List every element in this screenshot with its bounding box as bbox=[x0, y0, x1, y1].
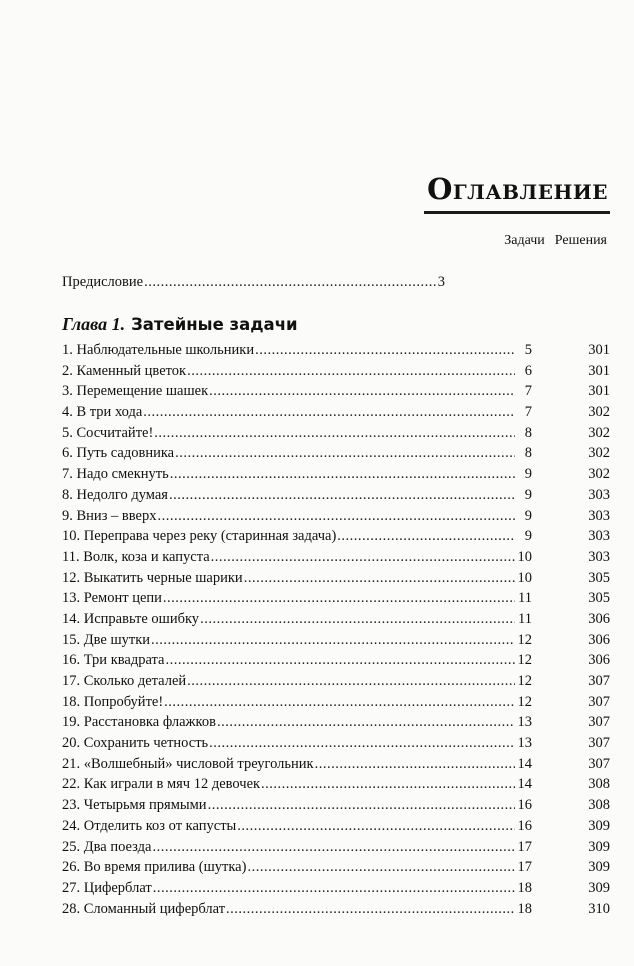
dot-leader bbox=[209, 735, 515, 752]
toc-entry bbox=[62, 735, 610, 756]
toc-entry bbox=[62, 363, 610, 384]
task-page-number: 6 bbox=[524, 362, 532, 379]
toc-entry bbox=[62, 425, 610, 446]
task-page-number: 12 bbox=[517, 693, 532, 710]
toc-entry-title: 18. Попробуйте! bbox=[62, 693, 164, 710]
toc-entry bbox=[62, 756, 610, 777]
title-underline bbox=[424, 211, 610, 214]
toc-entry bbox=[62, 632, 610, 653]
task-page-number: 18 bbox=[517, 900, 532, 917]
task-page-number: 14 bbox=[517, 776, 532, 793]
toc-entry bbox=[62, 590, 610, 611]
dot-leader bbox=[175, 445, 515, 462]
toc-entry-main bbox=[62, 363, 532, 380]
task-page-number: 16 bbox=[517, 797, 532, 814]
toc-entry-main bbox=[62, 549, 532, 566]
toc-entry bbox=[62, 487, 610, 508]
toc-entry-title: 16. Три квадрата bbox=[62, 652, 165, 669]
preface-label: Предисловие bbox=[62, 274, 144, 290]
solution-page-number: 305 bbox=[588, 569, 610, 586]
toc-entry-title: 20. Сохранить четность bbox=[62, 735, 209, 752]
solution-page-number: 307 bbox=[588, 693, 610, 710]
toc-entry bbox=[62, 528, 610, 549]
toc-entry-title: 21. «Волшебный» числовой треугольник bbox=[62, 755, 314, 772]
solution-page-number: 309 bbox=[588, 859, 610, 876]
solution-page-number: 301 bbox=[588, 383, 610, 400]
dot-leader bbox=[315, 756, 515, 773]
toc-entry-title: 12. Выкатить черные шарики bbox=[62, 569, 243, 586]
toc-entry bbox=[62, 673, 610, 694]
chapter-number: Глава 1. bbox=[62, 314, 126, 334]
toc-entry-title: 1. Наблюдательные школьники bbox=[62, 342, 255, 358]
task-page-number: 8 bbox=[524, 424, 532, 441]
task-page-number: 12 bbox=[517, 673, 532, 689]
toc-entry-title: 5. Сосчитайте! bbox=[62, 424, 154, 441]
dot-leader bbox=[163, 590, 515, 607]
toc-entry-title: 24. Отделить коз от капусты bbox=[62, 817, 237, 834]
page-title: Оглавление bbox=[427, 172, 608, 206]
toc-entry bbox=[62, 797, 610, 818]
task-page-number: 8 bbox=[524, 445, 532, 462]
task-page-number: 10 bbox=[517, 548, 532, 565]
toc-entry-main bbox=[62, 673, 532, 690]
solution-page-number: 301 bbox=[588, 342, 610, 358]
solution-page-number: 308 bbox=[588, 776, 610, 793]
task-page-number: 5 bbox=[524, 342, 532, 358]
toc-entry-main bbox=[62, 694, 532, 711]
task-page-number: 13 bbox=[517, 714, 532, 731]
dot-leader bbox=[261, 776, 515, 793]
dot-leader bbox=[209, 383, 515, 400]
task-page-number: 17 bbox=[517, 838, 532, 855]
toc-entry-title: 19. Расстановка флажков bbox=[62, 714, 216, 731]
toc-entry-title: 25. Два поезда bbox=[62, 838, 152, 855]
solution-page-number: 308 bbox=[588, 797, 610, 814]
column-headers bbox=[504, 233, 607, 249]
task-page-number: 11 bbox=[518, 590, 532, 607]
toc-entry-title: 11. Волк, коза и капуста bbox=[62, 548, 210, 565]
solution-page-number: 303 bbox=[588, 507, 610, 524]
dot-leader bbox=[143, 404, 515, 421]
task-page-number: 16 bbox=[517, 817, 532, 834]
solution-page-number: 302 bbox=[588, 424, 610, 441]
task-page-number: 12 bbox=[517, 652, 532, 669]
toc-entry-title: 23. Четырьмя прямыми bbox=[62, 797, 207, 814]
toc-entry bbox=[62, 839, 610, 860]
solution-page-number: 303 bbox=[588, 486, 610, 503]
toc-entry bbox=[62, 549, 610, 570]
toc-entry bbox=[62, 859, 610, 880]
toc-entry-main bbox=[62, 487, 532, 504]
dot-leader bbox=[187, 673, 515, 690]
toc-entry bbox=[62, 383, 610, 404]
toc-entry-main bbox=[62, 776, 532, 793]
toc-entry-main bbox=[62, 652, 532, 669]
task-page-number: 17 bbox=[517, 859, 532, 876]
toc-entry-main bbox=[62, 528, 532, 545]
task-page-number: 7 bbox=[524, 404, 532, 421]
toc-entry bbox=[62, 611, 610, 632]
toc-entry bbox=[62, 776, 610, 797]
toc-entry-title: 4. В три хода bbox=[62, 404, 143, 421]
toc-entry-main bbox=[62, 859, 532, 876]
toc-entry-main bbox=[62, 342, 532, 359]
toc-entry bbox=[62, 445, 610, 466]
dot-leader bbox=[217, 714, 515, 731]
toc-entry bbox=[62, 694, 610, 715]
toc-entry-main bbox=[62, 570, 532, 587]
toc-entry-title: 14. Исправьте ошибку bbox=[62, 610, 200, 627]
toc-entry bbox=[62, 714, 610, 735]
toc-entry-title: 6. Путь садовника bbox=[62, 445, 175, 462]
toc-entry-title: 3. Перемещение шашек bbox=[62, 383, 209, 400]
toc-entry-main bbox=[62, 632, 532, 649]
toc-list bbox=[62, 342, 610, 921]
dot-leader bbox=[244, 570, 515, 587]
toc-entry-title: 8. Недолго думая bbox=[62, 486, 168, 503]
dot-leader bbox=[165, 652, 515, 669]
dot-leader bbox=[247, 859, 515, 876]
solution-page-number: 303 bbox=[588, 548, 610, 565]
toc-entry-main bbox=[62, 714, 532, 731]
toc-entry-title: 27. Циферблат bbox=[62, 879, 152, 896]
toc-entry-main bbox=[62, 818, 532, 835]
task-page-number: 11 bbox=[518, 610, 532, 627]
toc-entry-title: 13. Ремонт цепи bbox=[62, 590, 162, 607]
dot-leader bbox=[164, 694, 515, 711]
solution-page-number: 309 bbox=[588, 879, 610, 896]
dot-leader bbox=[337, 528, 515, 545]
task-page-number: 9 bbox=[524, 486, 532, 503]
solution-page-number: 303 bbox=[588, 528, 610, 545]
toc-entry bbox=[62, 570, 610, 591]
solution-page-number: 302 bbox=[588, 404, 610, 421]
solution-page-number: 307 bbox=[588, 673, 610, 689]
toc-entry-main bbox=[62, 466, 532, 483]
toc-entry bbox=[62, 880, 610, 901]
task-page-number: 14 bbox=[517, 755, 532, 772]
toc-entry-title: 15. Две шутки bbox=[62, 631, 151, 648]
dot-leader bbox=[208, 797, 515, 814]
toc-entry-title: 9. Вниз – вверх bbox=[62, 507, 157, 524]
dot-leader bbox=[154, 425, 515, 442]
solution-page-number: 306 bbox=[588, 652, 610, 669]
toc-entry-main bbox=[62, 880, 532, 897]
task-page-number: 10 bbox=[517, 569, 532, 586]
solutions-column-header: Решения bbox=[554, 233, 607, 248]
dot-leader bbox=[187, 363, 515, 380]
dot-leader bbox=[153, 880, 515, 897]
toc-entry-title: 2. Каменный цветок bbox=[62, 362, 187, 379]
dot-leader bbox=[152, 839, 515, 856]
solution-page-number: 309 bbox=[588, 817, 610, 834]
dot-leader bbox=[157, 508, 515, 525]
preface-page: 3 bbox=[437, 274, 445, 290]
toc-entry bbox=[62, 901, 610, 922]
toc-entry-title: 28. Сломанный циферблат bbox=[62, 900, 226, 917]
preface-entry bbox=[62, 274, 445, 291]
task-page-number: 9 bbox=[524, 528, 532, 545]
toc-entry-main bbox=[62, 425, 532, 442]
solution-page-number: 307 bbox=[588, 714, 610, 731]
task-page-number: 9 bbox=[524, 466, 532, 483]
task-page-number: 18 bbox=[517, 879, 532, 896]
toc-entry bbox=[62, 652, 610, 673]
toc-entry-main bbox=[62, 901, 532, 918]
task-page-number: 12 bbox=[517, 631, 532, 648]
toc-entry-title: 17. Сколько деталей bbox=[62, 673, 187, 689]
chapter-heading bbox=[62, 314, 298, 335]
chapter-name: Затейные задачи bbox=[131, 315, 298, 334]
solution-page-number: 309 bbox=[588, 838, 610, 855]
task-page-number: 7 bbox=[524, 383, 532, 400]
solution-page-number: 307 bbox=[588, 735, 610, 752]
toc-entry-main bbox=[62, 404, 532, 421]
toc-entry-main bbox=[62, 508, 532, 525]
dot-leader bbox=[151, 632, 515, 649]
toc-entry-main bbox=[62, 445, 532, 462]
toc-entry bbox=[62, 342, 610, 363]
dot-leader bbox=[237, 818, 515, 835]
solution-page-number: 301 bbox=[588, 362, 610, 379]
solution-page-number: 306 bbox=[588, 631, 610, 648]
dot-leader bbox=[226, 901, 515, 918]
toc-entry-main bbox=[62, 590, 532, 607]
task-page-number: 9 bbox=[524, 507, 532, 524]
solution-page-number: 310 bbox=[588, 900, 610, 917]
toc-entry-main bbox=[62, 756, 532, 773]
toc-entry bbox=[62, 818, 610, 839]
toc-entry-title: 26. Во время прилива (шутка) bbox=[62, 859, 247, 876]
toc-entry bbox=[62, 466, 610, 487]
toc-entry-main bbox=[62, 611, 532, 628]
solution-page-number: 302 bbox=[588, 445, 610, 462]
toc-entry-main bbox=[62, 383, 532, 400]
task-page-number: 13 bbox=[517, 735, 532, 752]
toc-entry-title: 7. Надо смекнуть bbox=[62, 466, 169, 483]
solution-page-number: 306 bbox=[588, 610, 610, 627]
toc-entry-main bbox=[62, 839, 532, 856]
dot-leader bbox=[144, 274, 437, 291]
solution-page-number: 302 bbox=[588, 466, 610, 483]
toc-entry-main bbox=[62, 797, 532, 814]
dot-leader bbox=[255, 342, 515, 359]
dot-leader bbox=[200, 611, 515, 628]
dot-leader bbox=[211, 549, 515, 566]
solution-page-number: 307 bbox=[588, 755, 610, 772]
tasks-column-header: Задачи bbox=[504, 233, 545, 248]
toc-entry-title: 22. Как играли в мяч 12 девочек bbox=[62, 776, 261, 793]
toc-entry bbox=[62, 508, 610, 529]
toc-entry-title: 10. Переправа через реку (старинная задача) bbox=[62, 528, 337, 545]
solution-page-number: 305 bbox=[588, 590, 610, 607]
dot-leader bbox=[170, 466, 515, 483]
toc-entry-main bbox=[62, 735, 532, 752]
toc-entry bbox=[62, 404, 610, 425]
dot-leader bbox=[169, 487, 515, 504]
